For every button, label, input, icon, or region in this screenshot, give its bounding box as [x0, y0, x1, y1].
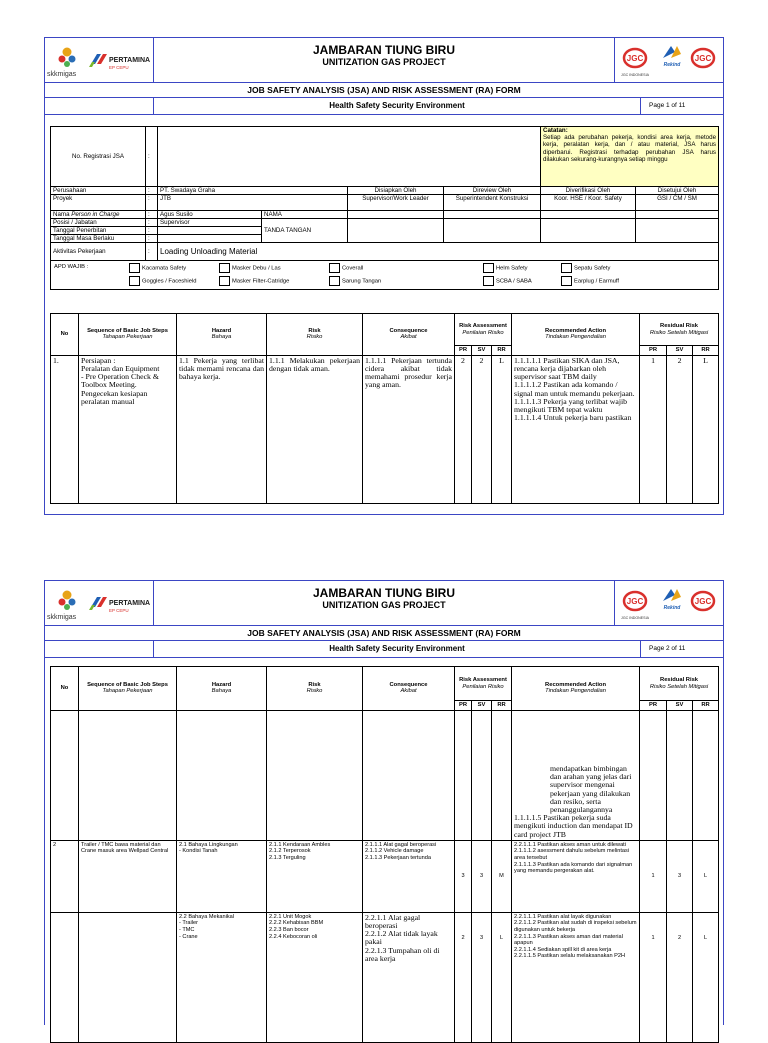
page-number: Page 1 of 11 — [640, 98, 723, 114]
form-page-1 — [44, 37, 724, 515]
svg-text:JGC INDONESIA: JGC INDONESIA — [621, 73, 649, 77]
page-header — [45, 38, 723, 83]
reg-label: No. Registrasi JSA — [51, 127, 146, 187]
jsa-info-table: No. Registrasi JSA : Catatan: Setiap ada perubahan pekerja, kondisi area kerja, metode kerja, peralatan kerja, dan / atau material, JSA harus diperbarui. Registrasi terhadap perubahan JSA harus dilakukan sekurang-kurangnya setiap minggu Perusahaan : PT. Swadaya Graha Disiapkan Oleh Direview Oleh Diverifikasi Oleh Disetujui Oleh Proyek : JTB Supervisor/Work Leader Superintendent Konstruksi Koor. HSE / Koor. Safety GSI / CM / SM Nama Person in Charge : Agus Susilo NAMA Posisi / Jabatan : Supervisor TANDA TANGAN Tanggal Penerbitan : Tanggal Masa Berlaku : Aktivitas Pekerjaan : Loading Unloading Material APD WAJIB : Kacamata Safety Masker Debu / Las Coverall Helm Safety Sepatu Safety Goggles / Faceshield Masker Filter-Catridge Sarung Tangan SCBA / SABA Earplug / Earmuff — [50, 126, 719, 290]
doc-subtitle: UNITIZATION GAS PROJECT — [322, 600, 446, 610]
svg-text:JGC: JGC — [626, 597, 644, 606]
doc-title: JAMBARAN TIUNG BIRU — [313, 43, 455, 57]
jgc-rekind-logo-icon — [615, 38, 723, 82]
note-box: Catatan: Setiap ada perubahan pekerja, kondisi area kerja, metode kerja, peralatan kerja, dan / atau material, JSA harus diperbarui. Registrasi terhadap perubahan JSA harus dilakukan sekurang-kurangnya setiap minggu — [541, 127, 719, 187]
svg-text:Rekind: Rekind — [663, 605, 681, 611]
apd-sarung-tangan[interactable]: Sarung Tangan — [329, 276, 381, 286]
contractor-logos — [614, 38, 723, 82]
apd-row: APD WAJIB : Kacamata Safety Masker Debu / Las Coverall Helm Safety Sepatu Safety Goggles / Faceshield Masker Filter-Catridge Sarung Tangan SCBA / SABA Earplug / Earmuff — [51, 261, 719, 290]
svg-text:skkmigas: skkmigas — [47, 71, 77, 78]
svg-text:JGC: JGC — [694, 54, 712, 63]
svg-text:PERTAMINA: PERTAMINA — [109, 600, 151, 607]
company-value: PT. Swadaya Graha — [158, 187, 348, 195]
pic-value: Agus Susilo — [158, 211, 262, 219]
doc-title: JAMBARAN TIUNG BIRU — [313, 586, 455, 600]
apd-kacamata[interactable]: Kacamata Safety — [129, 263, 186, 273]
section-title: Health Safety Security Environment — [329, 644, 465, 653]
activity-value: Loading Unloading Material — [158, 243, 719, 261]
apd-helm[interactable]: Helm Safety — [483, 263, 528, 273]
svg-text:Rekind: Rekind — [663, 62, 681, 68]
skkmigas-logo-icon — [45, 581, 153, 625]
jsa-table: No Sequence of Basic Job Steps Tahapan Pekerjaan Hazard Bahaya Risk Risiko Consequence Akibat Risk Assessment Penilaian Risiko Recommended Action Tindakan Pengendalian Residual Risk Risiko Setelah Mitigasi PR SV RR PR SV RR mendapatkan bimbingan dan arahan yang jelas dari supervisor mengenai pekerjaan yang dilakukan dan resiko, serta penanggulangannya 1.1.1.1.5 Pastikan pekerja suda mengikuti induction dan mendapat ID card project JTB 2 Trailer / TMC bawa material dan Crane masuk area Wellpad Central 2.1 Bahaya Lingkungan - Kondisi Tanah 2.1.1 Kendaraan Ambles 2.1.2 Terperosok 2.1.3 Terguling 2.1.1.1 Alat gagal beroperasi 2.1.1.2 Vehicle damage 2.1.1.3 Pekerjaan tertunda 3 3 M 2.2.1.1.1 Pastikan akses aman untuk dilewati 2.1.1.1.2 asessment dahulu sebelum melintasi area tersebut 2.1.1.1.3 Pastikan ada komando dari signalman yang memandu pergerakan alat. 1 3 L 2.2 Bahaya Mekanikal - Trailer - TMC - Crane 2.2.1 Unit Mogok 2.2.2 Kehabisan BBM 2.2.3 Ban bocor 2.2.4 Kebocoran oli 2.2.1.1 Alat gagal beroperasi 2.2.1.2 Alat tidak layak pakai 2.2.1.3 Tumpahan oli di area kerja 2 3 L 2.2.1.1.1 Pastikan alat layak digunakan 2.2.1.1.2 Pastikan alat sudah di inspeksi sebelum digunakan untuk bekerja 2.2.1.1.3 Pastikan akses aman dari material apapun 2.2.1.1.4 Sediakan spill kit di area kerja 2.2.1.1.5 Pastikan selalu melaksanakan P2H 1 2 L — [50, 666, 719, 1043]
apd-earplug[interactable]: Earplug / Earmuff — [561, 276, 619, 286]
page-number: Page 2 of 11 — [640, 641, 723, 657]
page-header — [45, 581, 723, 626]
form-title: JOB SAFETY ANALYSIS (JSA) AND RISK ASSESSMENT (RA) FORM — [45, 83, 723, 98]
skkmigas-logo-icon — [45, 38, 153, 82]
section-title: Health Safety Security Environment — [329, 101, 465, 110]
project-value: JTB — [158, 195, 348, 211]
svg-text:PERTAMINA: PERTAMINA — [109, 57, 151, 64]
table-row: 2 Trailer / TMC bawa material dan Crane masuk area Wellpad Central 2.1 Bahaya Lingkungan - Kondisi Tanah 2.1.1 Kendaraan Ambles 2.1.2 Terperosok 2.1.3 Terguling 2.1.1.1 Alat gagal beroperasi 2.1.1.2 Vehicle damage 2.1.1.3 Pekerjaan tertunda 3 3 M 2.2.1.1.1 Pastikan akses aman untuk dilewati 2.1.1.1.2 asessment dahulu sebelum melintasi area tersebut 2.1.1.1.3 Pastikan ada komando dari signalman yang memandu pergerakan alat. 1 3 L — [51, 840, 719, 912]
apd-coverall[interactable]: Coverall — [329, 263, 363, 273]
form-page-2 — [44, 580, 724, 1025]
client-logos — [45, 38, 154, 82]
apd-scba[interactable]: SCBA / SABA — [483, 276, 532, 286]
apd-goggles[interactable]: Goggles / Faceshield — [129, 276, 196, 286]
svg-text:skkmigas: skkmigas — [47, 614, 77, 621]
apd-masker-filter[interactable]: Masker Filter-Catridge — [219, 276, 289, 286]
doc-subtitle: UNITIZATION GAS PROJECT — [322, 57, 446, 67]
svg-text:JGC INDONESIA: JGC INDONESIA — [621, 616, 649, 620]
contractor-logos — [614, 581, 723, 625]
jsa-table: No Sequence of Basic Job Steps Tahapan Pekerjaan Hazard Bahaya Risk Risiko Consequence Akibat Risk Assessment Penilaian Risiko Recommended Action Tindakan Pengendalian Residual Risk Risiko Setelah Mitigasi PR SV RR PR SV RR 1. Persiapan : Peralatan dan Equipment - Pre Operation Check & Toolbox Meeting. Pengecekan kesiapan peralatan manual 1.1 Pekerja yang terlibat tidak memami rencana dan bahaya kerja. 1.1.1 Melakukan pekerjaan dengan tidak aman. 1.1.1.1 Pekerjaan tertunda cidera akibat tidak memahami prosedur kerja yang aman. 2 2 L 1.1.1.1.1 Pastikan SIKA dan JSA, rencana kerja dijabarkan oleh supervisor saat TBM daily 1.1.1.1.2 Pastikan ada komando / signal man untuk memandu pekerjaan. 1.1.1.1.3 Pekerja yang terlibat wajib mengikuti TBM tepat waktu 1.1.1.1.4 Untuk pekerja baru pastikan 1 2 L — [50, 313, 719, 504]
svg-text:JGC: JGC — [694, 597, 712, 606]
table-row: mendapatkan bimbingan dan arahan yang jelas dari supervisor mengenai pekerjaan yang dilakukan dan resiko, serta penanggulangannya 1.1.1.1.5 Pastikan pekerja suda mengikuti induction dan mendapat ID card project JTB — [51, 710, 719, 840]
table-row: 1. Persiapan : Peralatan dan Equipment - Pre Operation Check & Toolbox Meeting. Pengecekan kesiapan peralatan manual 1.1 Pekerja yang terlibat tidak memami rencana dan bahaya kerja. 1.1.1 Melakukan pekerjaan dengan tidak aman. 1.1.1.1 Pekerjaan tertunda cidera akibat tidak memahami prosedur kerja yang aman. 2 2 L 1.1.1.1.1 Pastikan SIKA dan JSA, rencana kerja dijabarkan oleh supervisor saat TBM daily 1.1.1.1.2 Pastikan ada komando / signal man untuk memandu pekerjaan. 1.1.1.1.3 Pekerja yang terlibat wajib mengikuti TBM tepat waktu 1.1.1.1.4 Untuk pekerja baru pastikan 1 2 L — [51, 355, 719, 503]
jgc-rekind-logo-icon — [615, 581, 723, 625]
position-value: Supervisor — [158, 219, 262, 227]
reg-value[interactable] — [158, 127, 541, 187]
apd-masker-debu[interactable]: Masker Debu / Las — [219, 263, 281, 273]
table-row: 2.2 Bahaya Mekanikal - Trailer - TMC - Crane 2.2.1 Unit Mogok 2.2.2 Kehabisan BBM 2.2.3 Ban bocor 2.2.4 Kebocoran oli 2.2.1.1 Alat gagal beroperasi 2.2.1.2 Alat tidak layak pakai 2.2.1.3 Tumpahan oli di area kerja 2 3 L 2.2.1.1.1 Pastikan alat layak digunakan 2.2.1.1.2 Pastikan alat sudah di inspeksi sebelum digunakan untuk bekerja 2.2.1.1.3 Pastikan akses aman dari material apapun 2.2.1.1.4 Sediakan spill kit di area kerja 2.2.1.1.5 Pastikan selalu melaksanakan P2H 1 2 L — [51, 912, 719, 1042]
svg-text:JGC: JGC — [626, 54, 644, 63]
client-logos — [45, 581, 154, 625]
form-title: JOB SAFETY ANALYSIS (JSA) AND RISK ASSESSMENT (RA) FORM — [45, 626, 723, 641]
apd-sepatu[interactable]: Sepatu Safety — [561, 263, 610, 273]
svg-text:EP CEPU: EP CEPU — [109, 608, 129, 613]
svg-text:EP CEPU: EP CEPU — [109, 65, 129, 70]
